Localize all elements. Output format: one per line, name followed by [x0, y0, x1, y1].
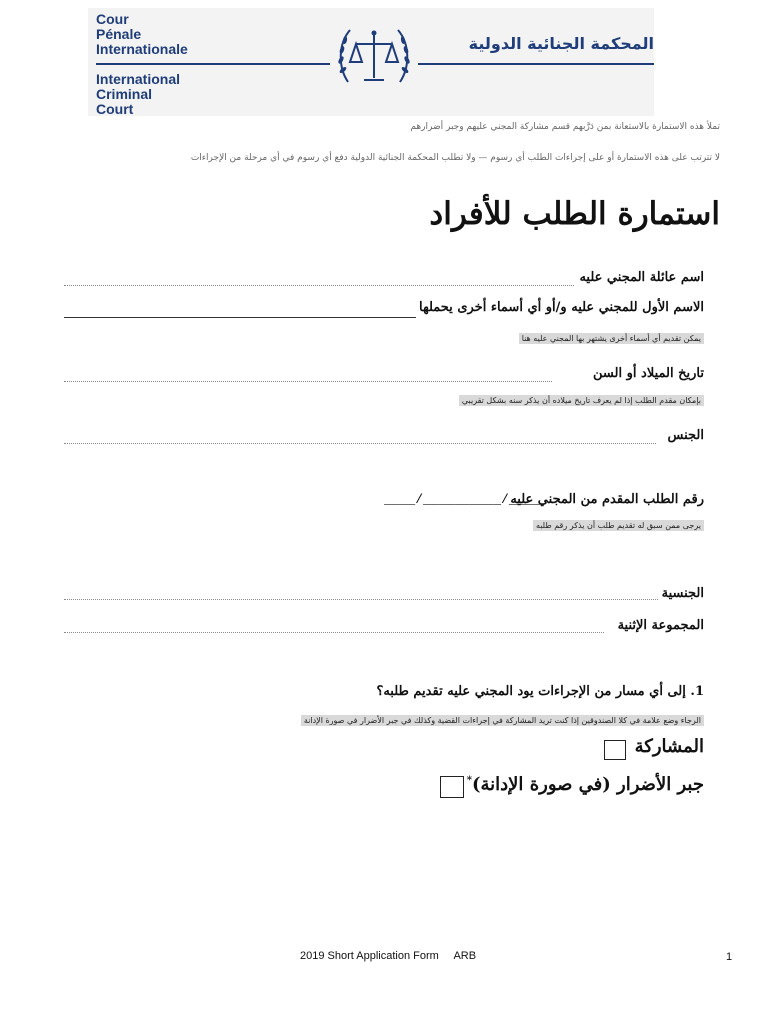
- court-name-english: [96, 72, 180, 117]
- first-name-field[interactable]: [64, 316, 416, 318]
- logo-en-line-1: International: [96, 71, 181, 87]
- participation-label: المشاركة: [634, 736, 704, 757]
- gender-label: الجنس: [667, 428, 704, 443]
- ethnic-group-label: المجموعة الإثنية: [617, 618, 704, 633]
- participation-checkbox[interactable]: [604, 740, 626, 760]
- gender-field[interactable]: [64, 442, 656, 444]
- page-number: 1: [726, 951, 733, 963]
- question-1: [376, 684, 704, 699]
- nationality-field[interactable]: [64, 598, 658, 600]
- question-1-number: 1.: [690, 684, 704, 699]
- app-number-label: رقم الطلب المقدم من المجني عليه: [510, 492, 704, 507]
- first-name-label: الاسم الأول للمجني عليه و/أو أي أسماء أخرى يحملها: [419, 300, 704, 315]
- family-name-label: اسم عائلة المجني عليه: [579, 270, 704, 285]
- dob-note: بإمكان مقدم الطلب إذا لم يعرف تاريخ ميلاده أن يذكر سنه بشكل تقريبي: [459, 395, 704, 406]
- header-rule-right: [418, 63, 654, 65]
- app-number-note: يرجى ممن سبق له تقديم طلب أن يذكر رقم طلبه: [533, 520, 704, 531]
- form-title: استمارة الطلب للأفراد: [429, 196, 720, 232]
- scales-laurel-emblem-icon: [334, 22, 414, 92]
- footer-text: 2019 Short Application Form ARB: [300, 950, 477, 962]
- logo-en-line-3: Court: [96, 101, 134, 117]
- ethnic-group-field[interactable]: [64, 631, 604, 633]
- intro-line-2: لا تترتب على هذه الاستمارة أو على إجراءات الطلب أي رسوم — ولا تطلب المحكمة الجنائية الدولية دفع أي رسوم في أي مرحلة من الإجراءات: [190, 153, 720, 163]
- nationality-label: الجنسية: [661, 586, 704, 601]
- dob-field[interactable]: [64, 380, 552, 382]
- family-name-field[interactable]: [64, 284, 574, 286]
- question-1-text: إلى أي مسار من الإجراءات يود المجني عليه تقديم طلبه؟: [376, 684, 686, 699]
- reparations-checkbox[interactable]: [440, 776, 464, 798]
- logo-en-line-2: Criminal: [96, 86, 153, 102]
- reparations-label-text: جبر الأضرار (في صورة الإدانة): [471, 774, 704, 795]
- first-name-note: يمكن تقديم أي أسماء أخرى يشتهر بها المجني عليه هنا: [519, 333, 704, 344]
- dob-label: تاريخ الميلاد أو السن: [593, 366, 704, 381]
- header-rule-left: [96, 63, 330, 65]
- intro-line-1: تملأ هذه الاستمارة بالاستعانة بمن دَرَّبهم قسم مشاركة المجني عليهم وجبر أضرارهم: [410, 122, 720, 132]
- court-name-french: [96, 12, 188, 57]
- app-number-field[interactable]: ____/__________/____: [384, 492, 541, 507]
- question-1-note: الرجاء وضع علامة في كلا الصندوقين إذا كنت تريد المشاركة في إجراءات القضية وكذلك في جبر الأضرار في صورة الإدانة: [301, 715, 704, 726]
- reparations-label: [467, 774, 704, 795]
- logo-fr-line-1: Cour: [96, 11, 129, 27]
- logo-fr-line-3: Internationale: [96, 41, 188, 57]
- reparations-asterisk: *: [466, 775, 472, 786]
- court-name-arabic: المحكمة الجنائية الدولية: [468, 34, 654, 53]
- logo-fr-line-2: Pénale: [96, 26, 142, 42]
